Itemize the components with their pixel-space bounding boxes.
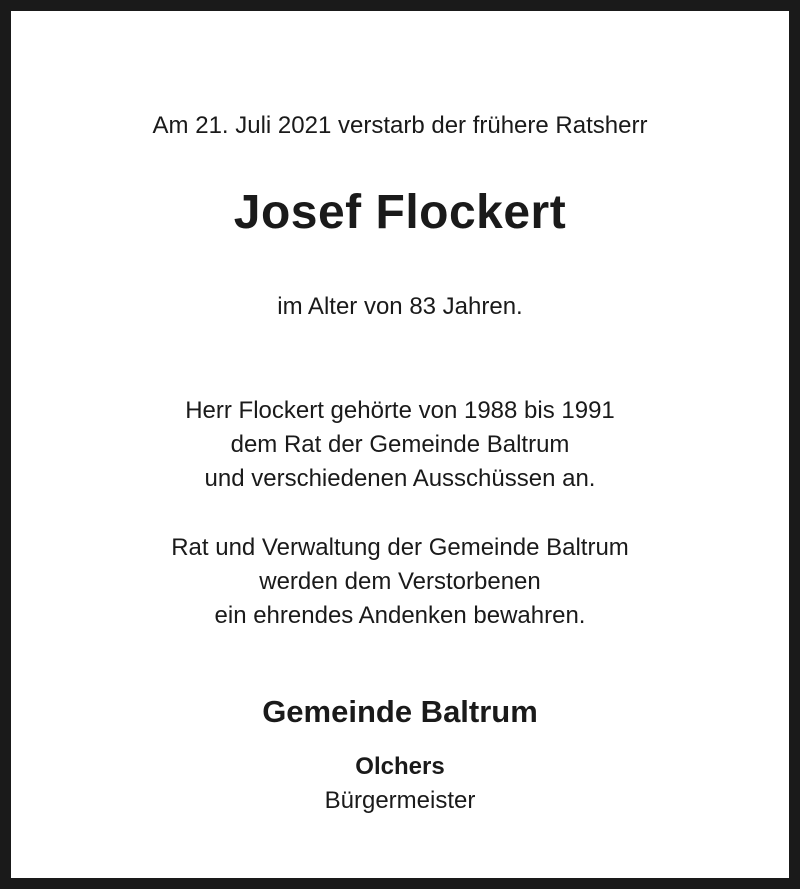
signer-title: Bürgermeister bbox=[324, 787, 476, 814]
paragraph2-line: werden dem Verstorbenen bbox=[259, 568, 541, 595]
deceased-name: Josef Flockert bbox=[233, 186, 567, 239]
signer-name: Olchers bbox=[355, 753, 445, 780]
paragraph1-line: dem Rat der Gemeinde Baltrum bbox=[230, 431, 570, 458]
paragraph1-line: Herr Flockert gehörte von 1988 bis 1991 bbox=[185, 397, 615, 424]
paragraph2-line: Rat und Verwaltung der Gemeinde Baltrum bbox=[171, 534, 629, 561]
paragraph1-line: und verschiedenen Ausschüssen an. bbox=[204, 465, 596, 492]
intro-line: Am 21. Juli 2021 verstarb der frühere Ratsherr bbox=[152, 112, 648, 139]
paragraph2-line: ein ehrendes Andenken bewahren. bbox=[214, 602, 586, 629]
age-line: im Alter von 83 Jahren. bbox=[277, 293, 523, 320]
organization-name: Gemeinde Baltrum bbox=[262, 694, 538, 729]
